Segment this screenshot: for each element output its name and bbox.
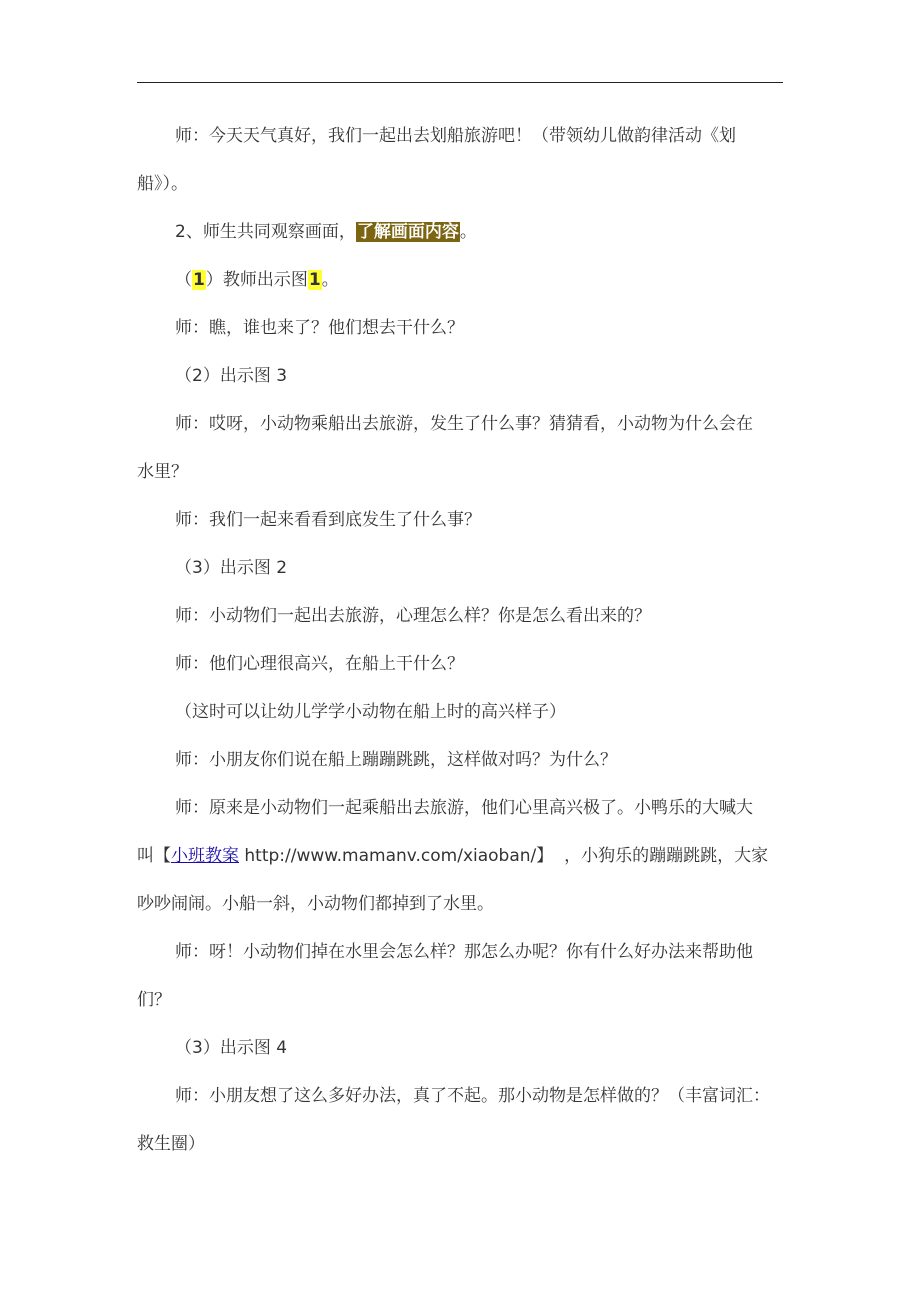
line: 们？	[137, 990, 171, 1010]
text: 叫【	[137, 846, 171, 866]
line: 吵吵闹闹。小船一斜，小动物们都掉到了水里。	[137, 894, 494, 914]
line: 师：今天天气真好，我们一起出去划船旅游吧！（带领幼儿做韵律活动《划	[175, 126, 736, 146]
paragraph-14	[137, 928, 787, 1024]
url-text: http://www.mamanv.com/xiaoban/】	[239, 846, 554, 866]
paragraph-6	[137, 400, 787, 496]
highlighted-number: 1	[193, 270, 205, 290]
paragraph-7: 师：我们一起来看看到底发生了什么事？	[175, 510, 481, 530]
paragraph-9: 师：小动物们一起出去旅游，心理怎么样？你是怎么看出来的？	[175, 606, 651, 626]
paragraph-10: 师：他们心理很高兴，在船上干什么？	[175, 654, 464, 674]
highlighted-text: 了解画面内容	[356, 222, 459, 242]
line: 师：原来是小动物们一起乘船出去旅游，他们心里高兴极了。小鸭乐的大喊大	[175, 798, 753, 818]
paragraph-8: （3）出示图 2	[175, 558, 288, 578]
text: ，小狗乐的蹦蹦跳跳，大家	[553, 846, 769, 866]
line: 水里？	[137, 462, 188, 482]
text: 。	[321, 270, 339, 290]
line	[137, 832, 787, 880]
line: 师：呀！小动物们掉在水里会怎么样？那怎么办呢？你有什么好办法来帮助他	[175, 942, 753, 962]
document-body	[137, 112, 787, 1168]
lesson-plan-link[interactable]: 小班教案	[171, 846, 239, 866]
paragraph-2	[137, 208, 787, 256]
paragraph-15: （3）出示图 4	[175, 1038, 288, 1058]
paragraph-16	[137, 1072, 787, 1168]
highlighted-number: 1	[308, 270, 321, 290]
text: ）教师出示图	[205, 270, 308, 290]
line: 师：哎呀，小动物乘船出去旅游，发生了什么事？猜猜看，小动物为什么会在	[175, 414, 753, 434]
line: 师：小朋友想了这么多好办法，真了不起。那小动物是怎样做的？（丰富词汇：	[175, 1086, 770, 1106]
paragraph-1	[137, 112, 787, 208]
paragraph-5: （2）出示图 3	[175, 366, 288, 386]
text: （	[175, 270, 192, 290]
text: 2、师生共同观察画面，	[175, 222, 356, 242]
paragraph-3	[137, 256, 787, 304]
line: 救生圈）	[137, 1134, 205, 1154]
paragraph-11: （这时可以让幼儿学学小动物在船上时的高兴样子）	[175, 702, 566, 722]
paragraph-4: 师：瞧，谁也来了？他们想去干什么？	[175, 318, 464, 338]
text: 。	[459, 222, 477, 242]
line: 船》）。	[137, 174, 188, 194]
paragraph-12: 师：小朋友你们说在船上蹦蹦跳跳，这样做对吗？为什么？	[175, 750, 617, 770]
paragraph-13	[137, 784, 787, 928]
header-rule	[137, 82, 783, 83]
